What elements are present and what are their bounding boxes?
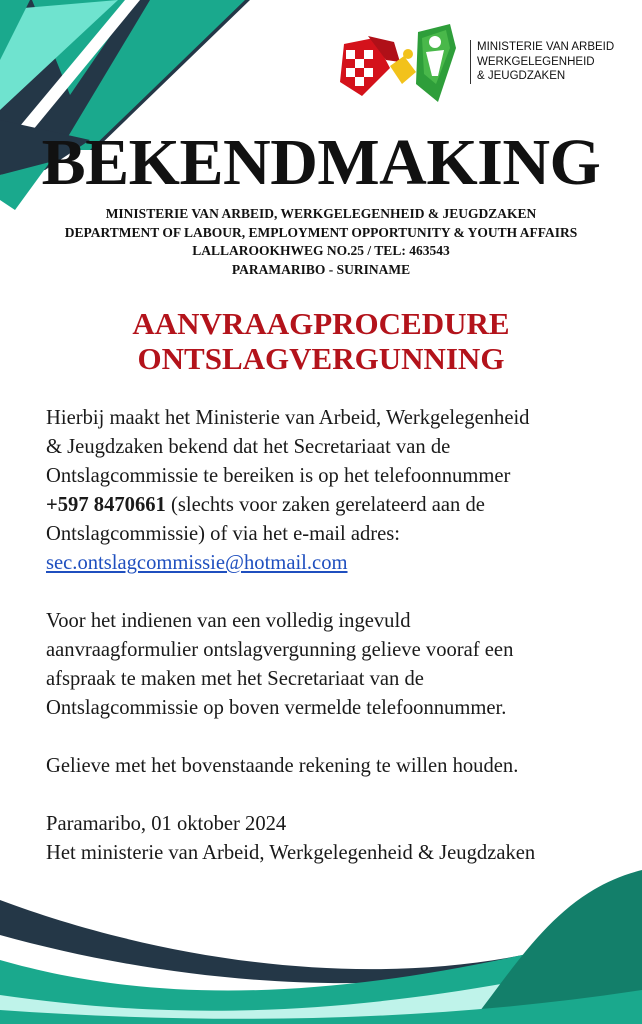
logo-line: MINISTERIE VAN ARBEID xyxy=(477,41,615,53)
text-fragment: (slechts voor zaken gerelateerd aan de xyxy=(165,494,485,516)
paragraph-closing xyxy=(46,752,606,781)
text-line: Hierbij maakt het Ministerie van Arbeid, Werkgelegenheid xyxy=(46,407,530,429)
paragraph-application xyxy=(46,607,606,723)
text-line: aanvraagformulier ontslagvergunning gelieve vooraf een xyxy=(46,639,514,661)
text-line: Ontslagcommissie te bereiken is op het telefoonnummer xyxy=(46,465,511,487)
ministry-name-en: DEPARTMENT OF LABOUR, EMPLOYMENT OPPORTUNITY & YOUTH AFFAIRS xyxy=(64,224,578,240)
text-line: Ontslagcommissie op boven vermelde telefoonnummer. xyxy=(46,697,507,719)
text-line: afspraak te maken met het Secretariaat van de xyxy=(46,668,424,690)
text-line: Gelieve met het bovenstaande rekening te willen houden. xyxy=(46,755,519,777)
logo-text xyxy=(470,40,614,84)
logo-line: & JEUGDZAKEN xyxy=(477,70,566,82)
notice-heading-line2: ONTSLAGVERGUNNING xyxy=(137,341,505,376)
notice-heading-line1: AANVRAAGPROCEDURE xyxy=(132,306,510,341)
logo-mark-icon xyxy=(338,22,460,106)
logo-line: WERKGELEGENHEID xyxy=(477,55,595,68)
signature-line: Het ministerie van Arbeid, Werkgelegenheid & Jeugdzaken xyxy=(46,842,536,864)
signoff xyxy=(46,810,606,868)
phone-number: +597 8470661 xyxy=(46,494,166,516)
ministry-address-block xyxy=(0,205,642,279)
text-line: & Jeugdzaken bekend dat het Secretariaat van de xyxy=(46,436,451,458)
text-line: Voor het indienen van een volledig ingevuld xyxy=(46,610,411,632)
text-line xyxy=(46,491,606,520)
notice-heading xyxy=(0,306,642,376)
notice-body xyxy=(46,404,606,868)
place-date: Paramaribo, 01 oktober 2024 xyxy=(46,813,287,835)
paragraph-contact xyxy=(46,404,606,578)
email-link[interactable]: sec.ontslagcommissie@hotmail.com xyxy=(46,552,348,574)
ministerie-logo xyxy=(338,22,628,106)
ministry-name-nl: MINISTERIE VAN ARBEID, WERKGELEGENHEID & JEUGDZAKEN xyxy=(105,206,537,221)
ministry-address: LALLAROOKHWEG NO.25 / TEL: 463543 xyxy=(192,243,450,258)
text-line: Ontslagcommissie) of via het e-mail adres: xyxy=(46,523,400,545)
ministry-city: PARAMARIBO - SURINAME xyxy=(231,261,411,277)
page-title: BEKENDMAKING xyxy=(41,126,601,199)
